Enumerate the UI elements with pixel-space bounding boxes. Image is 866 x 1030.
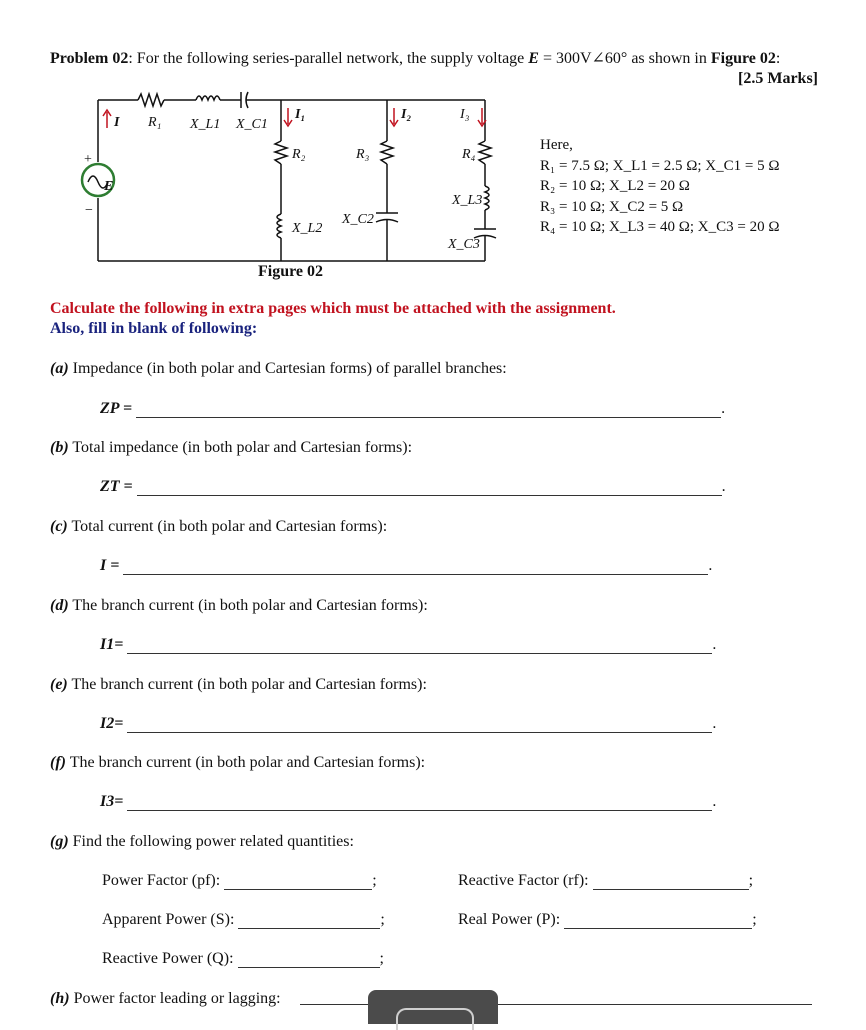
question-f: (f) The branch current (in both polar and Cartesian forms): <box>50 754 426 771</box>
question-c: (c) Total current (in both polar and Cartesian forms): <box>50 518 388 535</box>
label-XC2: X_C2 <box>342 212 374 227</box>
label-R1: R₁ <box>148 115 162 130</box>
question-b: (b) Total impedance (in both polar and Cartesian forms): <box>50 439 413 456</box>
instruction-navy: Also, fill in blank of following: <box>50 320 258 337</box>
bottom-toolbar-tab[interactable] <box>368 990 498 1024</box>
marks-label: [2.5 Marks] <box>738 70 818 87</box>
question-d: (d) The branch current (in both polar and Cartesian forms): <box>50 597 428 614</box>
question-h: (h) Power factor leading or lagging: <box>50 990 281 1007</box>
xl2-inductor <box>277 214 281 238</box>
xl3-inductor <box>485 186 489 210</box>
label-I1: I₁ <box>295 107 306 122</box>
label-XL3: X_L3 <box>452 193 483 208</box>
plus-sign: + <box>84 152 92 167</box>
given-line-4: R₄ = 10 Ω; X_L3 = 40 Ω; X_C3 = 20 Ω <box>540 219 780 235</box>
given-heading: Here, <box>540 137 573 153</box>
question-e: (e) The branch current (in both polar and Cartesian forms): <box>50 676 427 693</box>
answer-i3[interactable]: I3= . <box>100 793 717 810</box>
label-R2: R₂ <box>292 147 306 162</box>
answer-zp[interactable]: ZP = . <box>100 400 726 417</box>
label-R3: R₃ <box>356 147 370 162</box>
label-XC3: X_C3 <box>448 237 480 252</box>
r2-resistor <box>275 141 287 164</box>
r3-resistor <box>381 141 393 164</box>
toolbar-icon <box>396 1008 474 1030</box>
answer-real-power[interactable]: Real Power (P): ; <box>458 911 757 928</box>
r4-resistor <box>479 141 491 164</box>
label-I2: I₂ <box>401 107 412 122</box>
problem-label: Problem 02 <box>50 50 129 67</box>
question-g: (g) Find the following power related quantities: <box>50 833 354 850</box>
given-line-2: R₂ = 10 Ω; X_L2 = 20 Ω <box>540 178 690 194</box>
answer-i[interactable]: I = . <box>100 557 713 574</box>
answer-i2[interactable]: I2= . <box>100 715 717 732</box>
answer-power-factor[interactable]: Power Factor (pf): ; <box>102 872 377 889</box>
answer-apparent-power[interactable]: Apparent Power (S): ; <box>102 911 385 928</box>
given-line-1: R₁ = 7.5 Ω; X_L1 = 2.5 Ω; X_C1 = 5 Ω <box>540 157 780 174</box>
label-I: I <box>114 115 120 130</box>
figure-caption: Figure 02 <box>258 263 324 280</box>
source-label: E <box>104 179 114 194</box>
circuit-diagram <box>74 86 534 266</box>
label-XL1: X_L1 <box>190 117 221 132</box>
label-R4: R₄ <box>462 147 476 162</box>
label-XC1: X_C1 <box>236 117 268 132</box>
instruction-red: Calculate the following in extra pages which must be attached with the assignment. <box>50 300 616 317</box>
r1-resistor <box>138 94 164 106</box>
problem-statement: Problem 02: For the following series-parallel network, the supply voltage E = 300V∠60° as shown in Figure 02: <box>50 50 781 67</box>
answer-zt[interactable]: ZT = . <box>100 478 726 495</box>
given-line-3: R₃ = 10 Ω; X_C2 = 5 Ω <box>540 198 684 215</box>
minus-sign: − <box>85 203 93 218</box>
answer-reactive-power[interactable]: Reactive Power (Q): ; <box>102 950 384 967</box>
label-XL2: X_L2 <box>292 221 323 236</box>
question-a: (a) Impedance (in both polar and Cartesian forms) of parallel branches: <box>50 360 507 377</box>
label-I3: I₃ <box>460 107 470 122</box>
given-values <box>540 135 779 238</box>
xl1-inductor <box>196 96 220 100</box>
answer-reactive-factor[interactable]: Reactive Factor (rf): ; <box>458 872 754 889</box>
answer-i1[interactable]: I1= . <box>100 636 717 653</box>
